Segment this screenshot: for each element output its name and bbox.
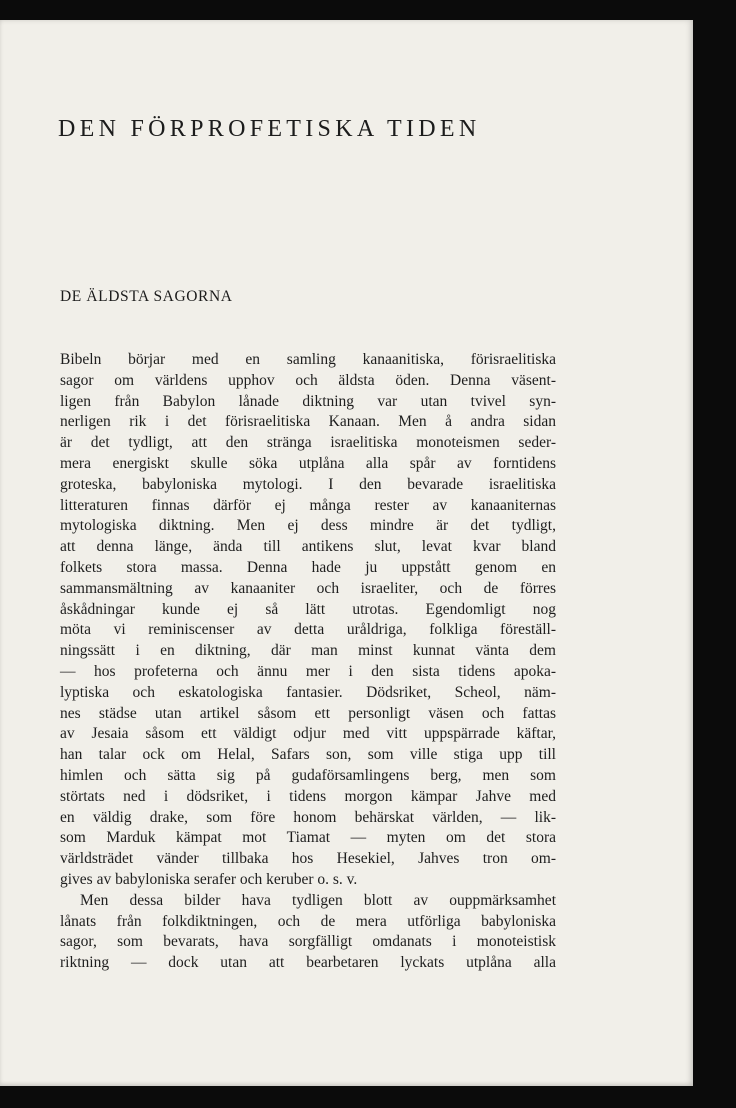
text-line: åskådningar kunde ej så lätt utrotas. Egendomligt nog (60, 600, 556, 618)
text-line: lånats från folkdiktningen, och de mera utförliga babyloniska (60, 912, 556, 930)
text-line: nerligen rik i det förisraelitiska Kanaan. Men å andra sidan (60, 413, 556, 431)
text-line: han talar ock om Helal, Safars son, som ville stiga upp till (60, 746, 556, 764)
text-line: av Jesaia såsom ett väldigt odjur med vitt uppspärrade käftar, (60, 725, 556, 743)
body-text (60, 350, 556, 974)
text-line: sagor, som bevarats, hava sorgfälligt omdanats i monoteistisk (60, 933, 556, 951)
text-line: riktning — dock utan att bearbetaren lyckats utplåna alla (60, 954, 556, 972)
text-line: — hos profeterna och ännu mer i den sista tidens apoka- (60, 662, 556, 680)
text-line: himlen och sätta sig på gudaförsamlingens berg, men som (60, 766, 556, 784)
text-line: sammansmältning av kanaaniter och israeliter, och de förres (60, 579, 556, 597)
text-line: är det tydligt, att den stränga israelitiska monoteismen seder- (60, 434, 556, 452)
text-line: nes städse utan artikel såsom ett personligt väsen och fattas (60, 704, 556, 722)
text-line: Men dessa bilder hava tydligen blott av ouppmärksamhet (80, 891, 556, 909)
book-page (0, 20, 693, 1086)
chapter-title: DEN FÖRPROFETISKA TIDEN (58, 116, 481, 142)
text-line: världsträdet vänder tillbaka hos Hesekiel, Jahves tron om- (60, 850, 556, 868)
text-line: folkets stora massa. Denna hade ju uppstått genom en (60, 558, 556, 576)
text-line: möta vi reminiscenser av detta uråldriga, folkliga föreställ- (60, 621, 556, 639)
text-line: gives av babyloniska serafer och keruber o. s. v. (60, 870, 358, 888)
section-title: DE ÄLDSTA SAGORNA (60, 288, 233, 305)
text-line: ligen från Babylon lånade diktning var utan tvivel syn- (60, 392, 556, 410)
text-line: ningssätt i en diktning, där man minst kunnat vänta dem (60, 642, 556, 660)
text-line: sagor om världens upphov och äldsta öden. Denna väsent- (60, 371, 556, 389)
text-line: groteska, babyloniska mytologi. I den bevarade israelitiska (60, 475, 556, 493)
text-line: en väldig drake, som före honom behärskat världen, — lik- (60, 808, 556, 826)
text-line: lyptiska och eskatologiska fantasier. Dödsriket, Scheol, näm- (60, 683, 556, 701)
text-line: störtats ned i dödsriket, i tidens morgon kämpar Jahve med (60, 787, 556, 805)
text-line: mera energiskt skulle söka utplåna alla spår av forntidens (60, 454, 556, 472)
text-line: Bibeln börjar med en samling kanaanitiska, förisraelitiska (60, 351, 556, 368)
text-line: att denna länge, ända till antikens slut, levat kvar bland (60, 538, 556, 556)
text-line: som Marduk kämpat mot Tiamat — myten om det stora (60, 829, 556, 847)
text-line: litteraturen finnas därför ej många rester av kanaaniternas (60, 496, 556, 514)
text-line: mytologiska diktning. Men ej dess mindre är det tydligt, (60, 517, 556, 535)
